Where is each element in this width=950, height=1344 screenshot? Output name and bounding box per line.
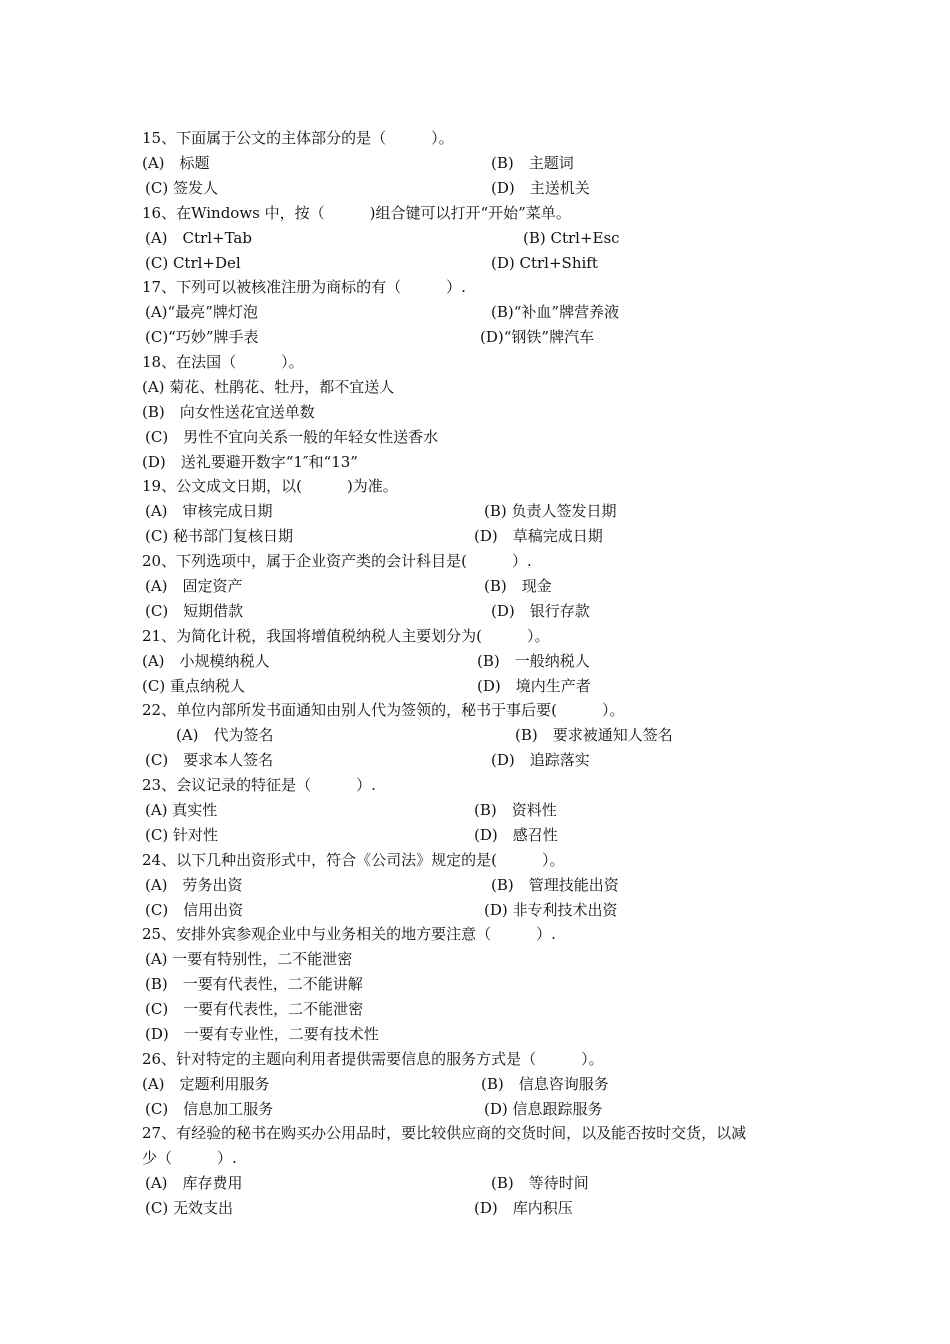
question-15-option-d: (D) 主送机关 [491, 179, 590, 197]
question-19-option-a: (A) 审核完成日期 [145, 502, 273, 520]
question-21-option-c: (C) 重点纳税人 [142, 677, 245, 695]
question-24-option-b: (B) 管理技能出资 [491, 876, 619, 894]
question-26-option-c: (C) 信息加工服务 [145, 1100, 274, 1118]
question-27-option-a: (A) 库存费用 [145, 1174, 243, 1192]
question-18-option-c: (C) 男性不宜向关系一般的年轻女性送香水 [145, 428, 439, 446]
question-26-stem: 26、针对特定的主题向利用者提供需要信息的服务方式是（ ）。 [142, 1050, 604, 1068]
question-15-stem: 15、下面属于公文的主体部分的是（ ）。 [142, 129, 454, 147]
question-27-option-d: (D) 库内积压 [474, 1199, 573, 1217]
question-25-option-c: (C) 一要有代表性，二不能泄密 [145, 1000, 364, 1018]
question-24-option-d: (D) 非专利技术出资 [484, 901, 618, 919]
question-19-stem: 19、公文成文日期，以( )为准。 [142, 477, 398, 495]
question-22-stem: 22、单位内部所发书面通知由别人代为签领的，秘书于事后要( ）。 [142, 701, 625, 719]
question-27-stem-continued: 少（ ）. [142, 1149, 237, 1167]
question-16-option-c: (C) Ctrl+Del [145, 254, 241, 272]
question-22-option-c: (C) 要求本人签名 [145, 751, 274, 769]
question-25-option-a: (A) 一要有特别性，二不能泄密 [145, 950, 353, 968]
question-24-stem: 24、以下几种出资形式中，符合《公司法》规定的是( ）。 [142, 851, 565, 869]
question-15-option-b: (B) 主题词 [491, 154, 574, 172]
question-23-option-c: (C) 针对性 [145, 826, 218, 844]
question-20-option-c: (C) 短期借款 [145, 602, 244, 620]
question-26-option-b: (B) 信息咨询服务 [481, 1075, 609, 1093]
question-22-option-d: (D) 追踪落实 [491, 751, 590, 769]
question-19-option-b: (B) 负责人签发日期 [484, 502, 617, 520]
question-15-option-c: (C) 签发人 [145, 179, 218, 197]
question-23-option-b: (B) 资料性 [474, 801, 557, 819]
question-15-option-a: (A) 标题 [142, 154, 210, 172]
question-18-stem: 18、在法国（ ）。 [142, 353, 304, 371]
question-26-option-a: (A) 定题利用服务 [142, 1075, 270, 1093]
question-22-option-a: (A) 代为签名 [176, 726, 274, 744]
question-16-option-b: (B) Ctrl+Esc [523, 229, 620, 247]
question-25-option-d: (D) 一要有专业性，二要有技术性 [145, 1025, 379, 1043]
question-20-stem: 20、下列选项中，属于企业资产类的会计科目是( ）. [142, 552, 532, 570]
question-16-option-a: (A) Ctrl+Tab [145, 229, 252, 247]
question-16-stem: 16、在Windows 中，按（ )组合键可以打开“开始”菜单。 [142, 204, 571, 222]
question-16-option-d: (D) Ctrl+Shift [491, 254, 598, 272]
question-23-stem: 23、会议记录的特征是（ ）. [142, 776, 376, 794]
question-17-option-b: (B)“补血”牌营养液 [491, 303, 620, 321]
question-17-option-c: (C)“巧妙”牌手表 [145, 328, 259, 346]
question-20-option-d: (D) 银行存款 [491, 602, 590, 620]
question-26-option-d: (D) 信息跟踪服务 [484, 1100, 603, 1118]
question-20-option-b: (B) 现金 [484, 577, 552, 595]
question-17-stem: 17、下列可以被核准注册为商标的有（ ）. [142, 278, 466, 296]
question-27-option-c: (C) 无效支出 [145, 1199, 233, 1217]
question-27-option-b: (B) 等待时间 [491, 1174, 589, 1192]
question-17-option-a: (A)“最亮”牌灯泡 [145, 303, 258, 321]
question-18-option-b: (B) 向女性送花宜送单数 [142, 403, 315, 421]
question-18-option-d: (D) 送礼要避开数字“1″和“13” [142, 453, 358, 471]
question-19-option-c: (C) 秘书部门复核日期 [145, 527, 293, 545]
question-27-stem: 27、有经验的秘书在购买办公用品时，要比较供应商的交货时间，以及能否按时交货，以减 [142, 1124, 747, 1142]
question-25-option-b: (B) 一要有代表性，二不能讲解 [145, 975, 363, 993]
question-21-option-d: (D) 境内生产者 [477, 677, 591, 695]
question-23-option-d: (D) 感召性 [474, 826, 558, 844]
question-22-option-b: (B) 要求被通知人签名 [515, 726, 673, 744]
question-24-option-c: (C) 信用出资 [145, 901, 244, 919]
question-21-option-b: (B) 一般纳税人 [477, 652, 590, 670]
question-23-option-a: (A) 真实性 [145, 801, 218, 819]
question-21-option-a: (A) 小规模纳税人 [142, 652, 270, 670]
question-20-option-a: (A) 固定资产 [145, 577, 243, 595]
question-21-stem: 21、为简化计税，我国将增值税纳税人主要划分为( ）。 [142, 627, 550, 645]
question-19-option-d: (D) 草稿完成日期 [474, 527, 603, 545]
question-17-option-d: (D)“钢铁”牌汽车 [480, 328, 595, 346]
question-18-option-a: (A) 菊花、杜鹃花、牡丹，都不宜送人 [142, 378, 395, 396]
question-25-stem: 25、安排外宾参观企业中与业务相关的地方要注意（ ）. [142, 925, 556, 943]
question-24-option-a: (A) 劳务出资 [145, 876, 243, 894]
